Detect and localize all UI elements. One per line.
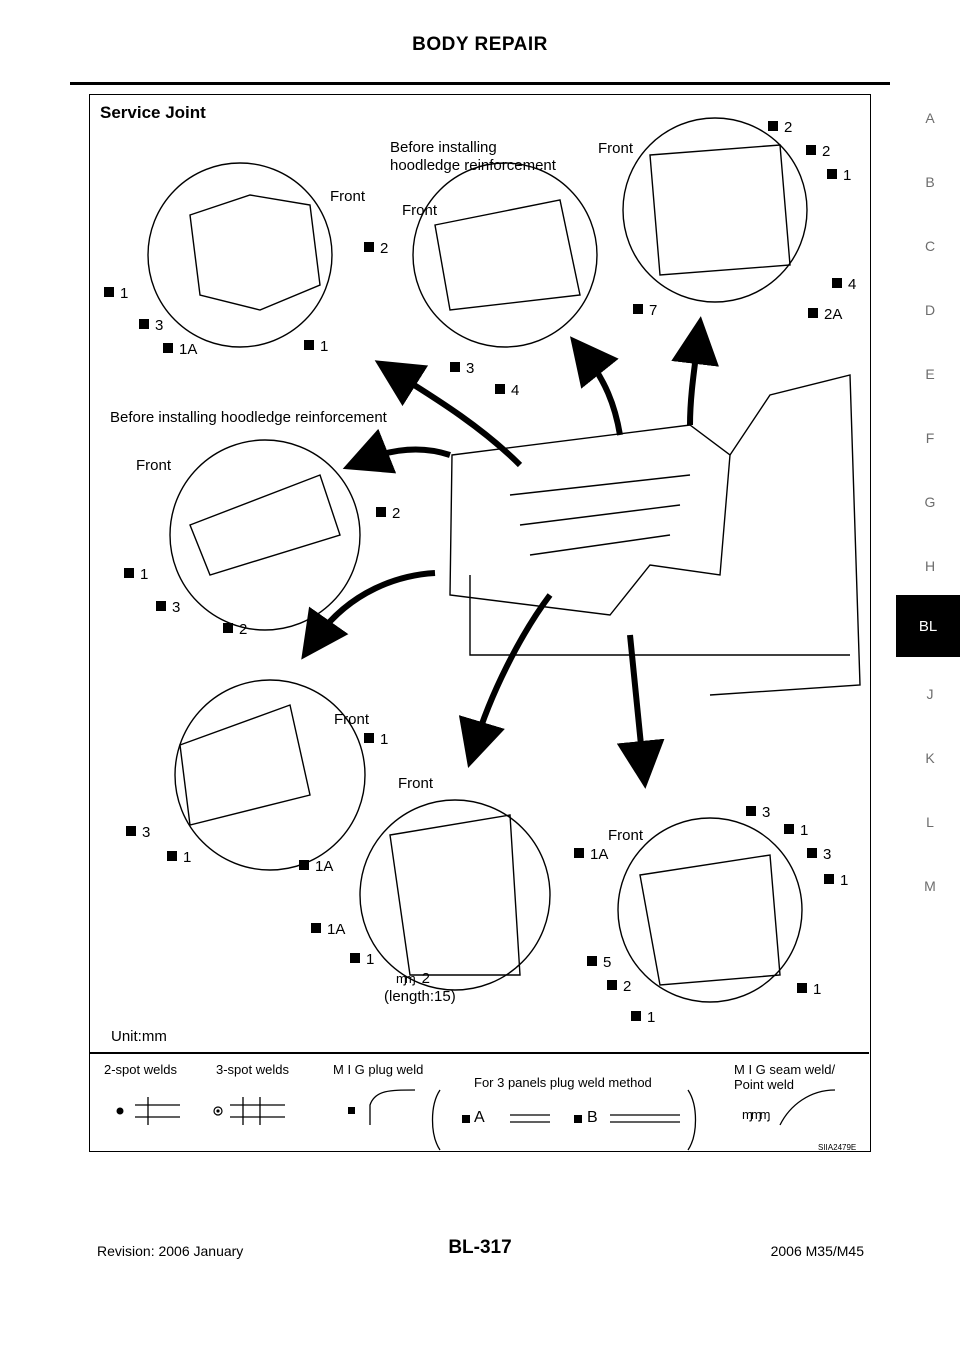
figure-code: SIIA2479E: [818, 1143, 857, 1152]
callout-weld: 1: [784, 822, 808, 839]
side-index-m[interactable]: M: [924, 878, 936, 894]
callout-weld: 1: [104, 285, 128, 302]
callout-weld: 1: [827, 167, 851, 184]
callout-weld: 3: [156, 599, 180, 616]
callout-length-note: (length:15): [384, 988, 456, 1005]
legend-mig-plug-weld: M I G plug weld: [333, 1062, 424, 1077]
legend-3-spot-welds: 3-spot welds: [216, 1062, 289, 1077]
front-label-2: Front: [402, 202, 438, 219]
side-index-a[interactable]: A: [925, 110, 935, 126]
front-label-3: Front: [598, 140, 634, 157]
side-index-active-tab[interactable]: BL: [896, 595, 960, 657]
caption-before-installing-top-line1: Before installing: [390, 139, 497, 156]
footer-model: 2006 M35/M45: [770, 1243, 864, 1259]
callout-weld: 3: [807, 846, 831, 863]
side-index-j[interactable]: J: [926, 686, 934, 702]
legend-a-label: A: [474, 1109, 485, 1126]
callout-weld: 1A: [299, 858, 333, 875]
callout-weld: 2: [607, 978, 631, 995]
callout-weld: 1: [824, 872, 848, 889]
legend-separator: [90, 1052, 869, 1054]
side-index-b[interactable]: B: [925, 174, 935, 190]
front-label-5: Front: [334, 711, 370, 728]
callout-weld: 2A: [808, 306, 842, 323]
front-label-1: Front: [330, 188, 366, 205]
callout-weld: 1A: [163, 341, 197, 358]
front-label-4: Front: [136, 457, 172, 474]
caption-before-installing-top-line2: hoodledge reinforcement: [390, 157, 556, 174]
callout-weld: 2: [376, 505, 400, 522]
service-joint-figure: [89, 94, 871, 1152]
callout-weld: 3: [746, 804, 770, 821]
legend-mig-seam-line2: Point weld: [734, 1077, 794, 1092]
unit-label: Unit:mm: [111, 1028, 167, 1045]
side-index-k[interactable]: K: [925, 750, 935, 766]
callout-weld: 1: [350, 951, 374, 968]
side-index-e[interactable]: E: [925, 366, 935, 382]
side-index-h[interactable]: H: [924, 558, 936, 574]
legend-2-spot-welds: 2-spot welds: [104, 1062, 177, 1077]
callout-weld: 3: [139, 317, 163, 334]
legend-b-label: B: [587, 1109, 598, 1126]
figure-title: Service Joint: [100, 103, 206, 122]
callout-seam-weld: ɱɱ 2: [396, 970, 431, 987]
callout-weld: 4: [495, 382, 519, 399]
caption-before-installing-mid: Before installing hoodledge reinforcement: [110, 409, 387, 426]
callout-weld: 1: [797, 981, 821, 998]
page-header-title: BODY REPAIR: [412, 34, 548, 55]
callout-weld: 1: [364, 731, 388, 748]
callout-weld: 1: [304, 338, 328, 355]
callout-weld: 3: [126, 824, 150, 841]
front-label-7: Front: [608, 827, 644, 844]
callout-weld: 1A: [311, 921, 345, 938]
legend-three-panel-method: For 3 panels plug weld method: [474, 1075, 652, 1090]
side-index-l[interactable]: L: [926, 814, 934, 830]
header-rule: [70, 82, 890, 85]
seam-weld-icon: ɱɱɱ: [742, 1107, 769, 1122]
callout-weld: 7: [633, 302, 657, 319]
callout-weld: 2: [223, 621, 247, 638]
detail-circle-1: [148, 163, 332, 347]
callout-weld: 1: [167, 849, 191, 866]
callout-weld: 2: [364, 240, 388, 257]
detail-circle-5: [175, 680, 365, 870]
detail-circle-4: [170, 440, 360, 630]
detail-circle-6: [360, 800, 550, 990]
callout-weld: 2: [768, 119, 792, 136]
legend-mig-seam-line1: M I G seam weld/: [734, 1062, 836, 1077]
callout-weld: 2: [806, 143, 830, 160]
figure-drawing: [90, 95, 870, 1151]
callout-weld: 1: [124, 566, 148, 583]
callout-weld: 5: [587, 954, 611, 971]
side-index-g[interactable]: G: [924, 494, 936, 510]
footer-page-number: BL-317: [448, 1237, 512, 1258]
callout-weld: 4: [832, 276, 856, 293]
callout-weld: 1: [631, 1009, 655, 1026]
side-index-d[interactable]: D: [924, 302, 936, 318]
callout-weld: 1A: [574, 846, 608, 863]
footer-revision: Revision: 2006 January: [97, 1243, 244, 1259]
side-index-c[interactable]: C: [924, 238, 936, 254]
front-label-6: Front: [398, 775, 434, 792]
callout-weld: 3: [450, 360, 474, 377]
side-index-f[interactable]: F: [925, 430, 935, 446]
